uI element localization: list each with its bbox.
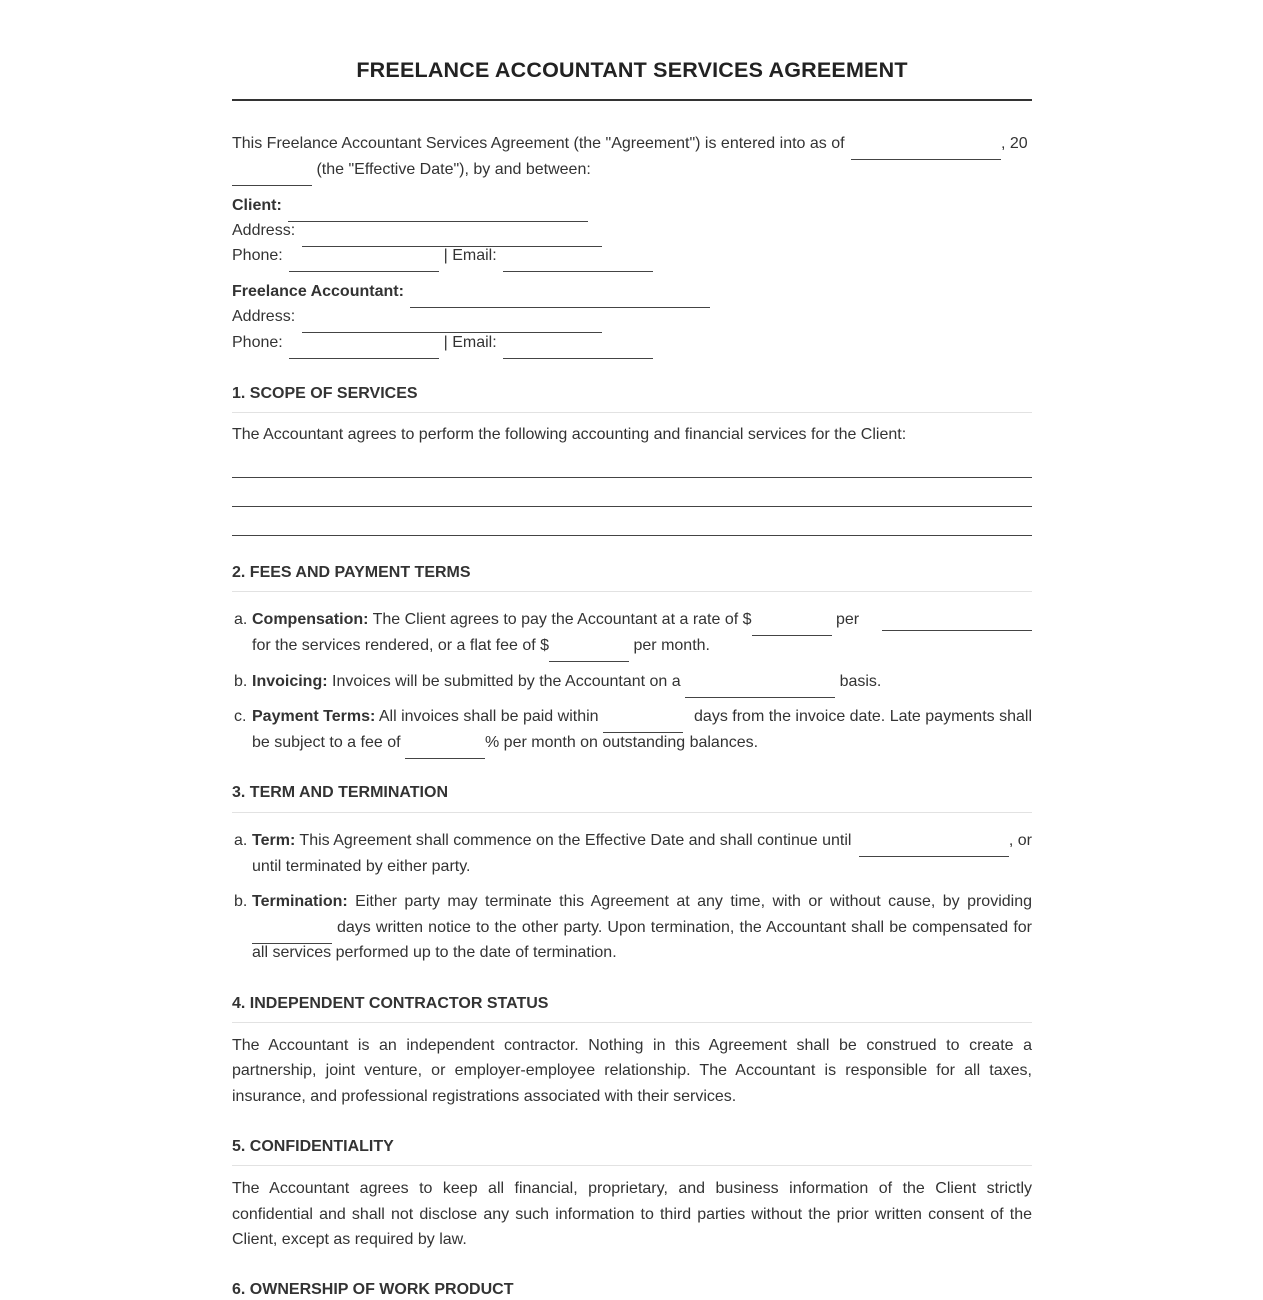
term-line-2: until terminated by either party. [252,858,471,875]
accountant-name-row [232,282,710,302]
compensation-line-2 [252,636,1032,656]
accountant-email-blank[interactable] [503,338,653,359]
term-label: Term: [252,832,296,849]
intro-line-2 [232,160,591,180]
invoicing-label: Invoicing: [252,673,328,690]
section-5-heading: 5. CONFIDENTIALITY [232,1138,394,1155]
section-1-divider [232,412,1032,413]
payment-terms-text-2: days from the invoice date. Late payments shall [694,708,1032,725]
client-label: Client: [232,197,282,214]
accountant-address-blank[interactable] [302,312,602,333]
client-name-row [232,196,588,216]
rate-blank[interactable] [752,615,832,636]
accountant-address-row [232,307,602,327]
termination-text-2: days written notice to the other party. Upon termination, the Accountant shall be compensated for [337,919,1032,936]
item-letter: b. [234,673,248,690]
payment-terms-text-4: % per month on outstanding balances. [485,734,759,751]
section-3-divider [232,812,1032,813]
invoicing-text-1: Invoices will be submitted by the Accountant on a [327,673,681,690]
accountant-address-label: Address: [232,308,296,325]
client-phone-blank[interactable] [289,251,439,272]
client-address-label: Address: [232,222,296,239]
accountant-phone-label: Phone: [232,334,283,351]
intro-text-1: This Freelance Accountant Services Agreement (the "Agreement") is entered into as of [232,135,845,152]
rate-period-blank[interactable] [882,610,1032,631]
compensation-text-2: per [835,611,860,628]
payment-terms-line-2 [252,733,1032,753]
payment-terms-text-3: be subject to a fee of [252,734,401,751]
item-letter: a. [234,611,248,628]
client-email-blank[interactable] [503,251,653,272]
termination-label: Termination: [252,893,348,910]
section-5-line-1: The Accountant agrees to keep all financial, proprietary, and business information of the Client strictly [232,1180,1032,1197]
payment-terms-label: Payment Terms: [252,708,376,725]
compensation-label: Compensation: [252,611,369,628]
intro-text-2: , 20 [1001,135,1028,152]
invoicing-line [252,672,1032,692]
item-letter: c. [234,708,247,725]
termination-line-2 [252,918,1032,938]
payment-terms-text-1: All invoices shall be paid within [375,708,599,725]
section-5-divider [232,1165,1032,1166]
termination-line-1 [252,892,1032,912]
client-address-blank[interactable] [302,226,602,247]
section-1-text: The Accountant agrees to perform the following accounting and financial services for the Client: [232,426,907,443]
compensation-text-4: per month. [633,637,710,654]
item-letter: a. [234,832,248,849]
accountant-email-label: | Email: [443,334,497,351]
section-5-line-3: Client, except as required by law. [232,1231,467,1248]
invoicing-text-2: basis. [839,673,882,690]
compensation-text-3: for the services rendered, or a flat fee of $ [252,637,550,654]
intro-line-1 [232,134,1032,154]
term-line-1 [252,831,1032,851]
section-1-heading: 1. SCOPE OF SERVICES [232,385,418,402]
client-contact-row [232,246,653,266]
accountant-contact-row [232,333,653,353]
scope-blank-line-2[interactable] [232,506,1032,507]
section-3-heading: 3. TERM AND TERMINATION [232,784,448,801]
date-blank[interactable] [851,139,1001,160]
item-letter: b. [234,893,248,910]
section-2-divider [232,591,1032,592]
accountant-phone-blank[interactable] [289,338,439,359]
compensation-line-1 [252,610,1032,630]
payment-terms-line-1 [252,707,1032,727]
section-4-divider [232,1022,1032,1023]
year-blank[interactable] [232,165,312,186]
client-name-blank[interactable] [288,201,588,222]
section-4-heading: 4. INDEPENDENT CONTRACTOR STATUS [232,995,549,1012]
termination-text-1: Either party may terminate this Agreement at any time, with or without cause, by providing [347,893,1032,910]
section-2-heading: 2. FEES AND PAYMENT TERMS [232,564,471,581]
client-phone-label: Phone: [232,247,283,264]
scope-blank-line-1[interactable] [232,477,1032,478]
section-4-line-1: The Accountant is an independent contractor. Nothing in this Agreement shall be construed to create a [232,1037,1032,1054]
late-fee-blank[interactable] [405,738,485,759]
accountant-name-blank[interactable] [410,287,710,308]
intro-text-3: (the "Effective Date"), by and between: [316,161,591,178]
section-5-line-2: confidential and shall not disclose any such information to third parties without the prior written consent of the [232,1206,1032,1223]
accountant-label: Freelance Accountant: [232,283,404,300]
term-end-group [859,831,1032,851]
term-text-1: This Agreement shall commence on the Effective Date and shall continue until [295,832,852,849]
invoicing-basis-blank[interactable] [685,677,835,698]
compensation-text-1: The Client agrees to pay the Accountant at a rate of $ [368,611,752,628]
section-4-line-2: partnership, joint venture, or employer-employee relationship. The Accountant is responsible for all taxes, [232,1062,1032,1079]
notice-days-blank[interactable] [252,923,332,944]
scope-blank-line-3[interactable] [232,535,1032,536]
section-6-heading: 6. OWNERSHIP OF WORK PRODUCT [232,1281,514,1298]
client-email-label: | Email: [443,247,497,264]
section-4-line-3: insurance, and professional registrations associated with their services. [232,1088,737,1105]
termination-line-3: all services performed up to the date of termination. [252,944,617,961]
term-text-2: , or [1008,832,1032,849]
client-address-row [232,221,602,241]
flat-fee-blank[interactable] [549,641,629,662]
title-divider [232,99,1032,101]
document-title: FREELANCE ACCOUNTANT SERVICES AGREEMENT [356,58,908,82]
payment-days-blank[interactable] [603,712,683,733]
term-end-date-blank[interactable] [859,836,1009,857]
